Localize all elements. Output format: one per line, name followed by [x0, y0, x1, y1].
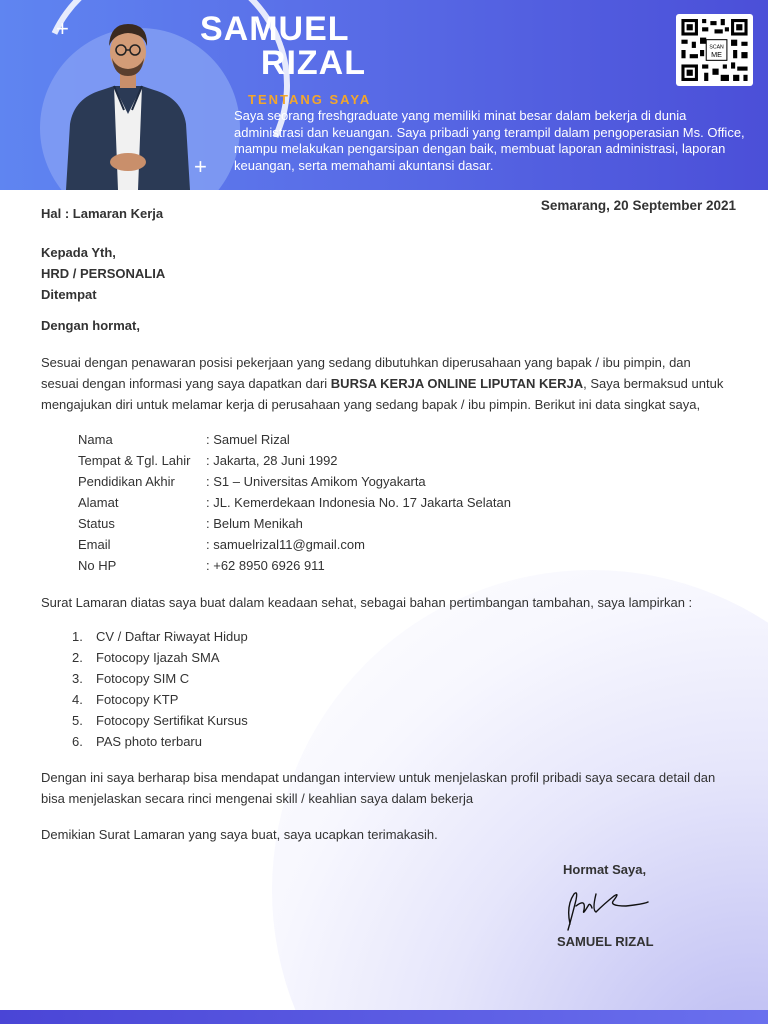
data-label: Status — [78, 516, 115, 531]
list-number: 4. — [72, 692, 83, 707]
list-number: 2. — [72, 650, 83, 665]
intro-text-2: , Saya bermaksud untuk mengajukan diri untuk melamar kerja di perusahaan yang sedang bapak / ibu pimpin. Berikut ini data singkat saya, — [41, 376, 724, 412]
about-text: Saya seorang freshgraduate yang memiliki minat besar dalam bekerja di dunia administrasi dan keuangan. Saya pribadi yang terampil dalam pengoperasian Ms. Office, mampu melakukan pengarsipan dengan baik, membuat laporan administrasi, laporan keuangan, serta memahami akuntansi dasar. — [234, 108, 745, 173]
recipient-line: Kepada Yth, — [41, 245, 116, 260]
list-item — [72, 647, 220, 668]
list-item — [72, 710, 248, 731]
list-number: 5. — [72, 713, 83, 728]
candidate-name — [200, 12, 370, 80]
qr-code — [676, 14, 753, 86]
name-line-1: SAMUEL — [200, 10, 350, 48]
data-value: : Jakarta, 28 Juni 1992 — [206, 453, 338, 468]
data-value: : S1 – Universitas Amikom Yogyakarta — [206, 474, 426, 489]
list-item — [72, 626, 248, 647]
data-value: : Belum Menikah — [206, 516, 303, 531]
sparkle-icon: + — [194, 154, 207, 179]
data-value: : samuelrizal11@gmail.com — [206, 537, 365, 552]
qr-label-scan: SCAN — [709, 44, 724, 51]
data-label: Pendidikan Akhir — [78, 474, 175, 489]
intro-bold-source: BURSA KERJA ONLINE LIPUTAN KERJA — [330, 376, 584, 391]
closing-thanks: Demikian Surat Lamaran yang saya buat, saya ucapkan terimakasih. — [41, 827, 438, 842]
greeting: Dengan hormat, — [41, 318, 140, 333]
data-value: : JL. Kemerdekaan Indonesia No. 17 Jakarta Selatan — [206, 495, 511, 510]
name-line-2: RIZAL — [260, 44, 366, 82]
list-text: CV / Daftar Riwayat Hidup — [96, 629, 248, 644]
list-item — [72, 668, 189, 689]
qr-label-me: ME — [711, 50, 722, 60]
list-number: 3. — [72, 671, 83, 686]
footer-bar — [0, 1010, 768, 1024]
about-title: TENTANG SAYA — [248, 92, 372, 107]
letter-subject: Hal : Lamaran Kerja — [41, 206, 164, 221]
list-item — [72, 689, 178, 710]
list-text: Fotocopy Ijazah SMA — [96, 650, 220, 665]
data-label: Nama — [78, 432, 113, 447]
list-number: 1. — [72, 629, 83, 644]
list-number: 6. — [72, 734, 83, 749]
list-item — [72, 731, 202, 752]
header-banner — [0, 0, 768, 190]
recipient-block — [41, 242, 165, 305]
list-text: Fotocopy KTP — [96, 692, 179, 707]
data-label: Email — [78, 537, 111, 552]
data-label: Alamat — [78, 495, 119, 510]
data-label: No HP — [78, 558, 117, 573]
recipient-line: Ditempat — [41, 287, 97, 302]
qr-code-icon — [681, 19, 748, 81]
attachments-intro: Surat Lamaran diatas saya buat dalam keadaan sehat, sebagai bahan pertimbangan tambahan, saya lampirkan : — [41, 595, 693, 610]
sign-off: Hormat Saya, — [563, 862, 647, 877]
data-label: Tempat & Tgl. Lahir — [78, 453, 191, 468]
intro-paragraph — [41, 352, 731, 415]
signer-name: SAMUEL RIZAL — [557, 934, 654, 949]
data-value: : Samuel Rizal — [206, 432, 290, 447]
recipient-line: HRD / PERSONALIA — [41, 266, 166, 281]
list-text: Fotocopy SIM C — [96, 671, 190, 686]
profile-photo — [62, 14, 194, 190]
intro-text-1: Sesuai dengan penawaran posisi pekerjaan yang sedang dibutuhkan diperusahaan yang bapak / ibu pimpin, dan sesuai dengan informasi yang saya dapatkan dari — [41, 355, 691, 391]
signature-image — [556, 884, 656, 934]
data-value: : +62 8950 6926 911 — [206, 558, 325, 573]
closing-paragraph: Dengan ini saya berharap bisa mendapat undangan interview untuk menjelaskan profil pribadi saya secara detail dan bisa menjelaskan secara rinci mengenai skill / keahlian saya dalam bekerja — [41, 770, 716, 806]
list-text: Fotocopy Sertifikat Kursus — [96, 713, 248, 728]
sparkle-icon: + — [56, 16, 69, 41]
list-text: PAS photo terbaru — [96, 734, 202, 749]
letter-date: Semarang, 20 September 2021 — [540, 198, 736, 213]
